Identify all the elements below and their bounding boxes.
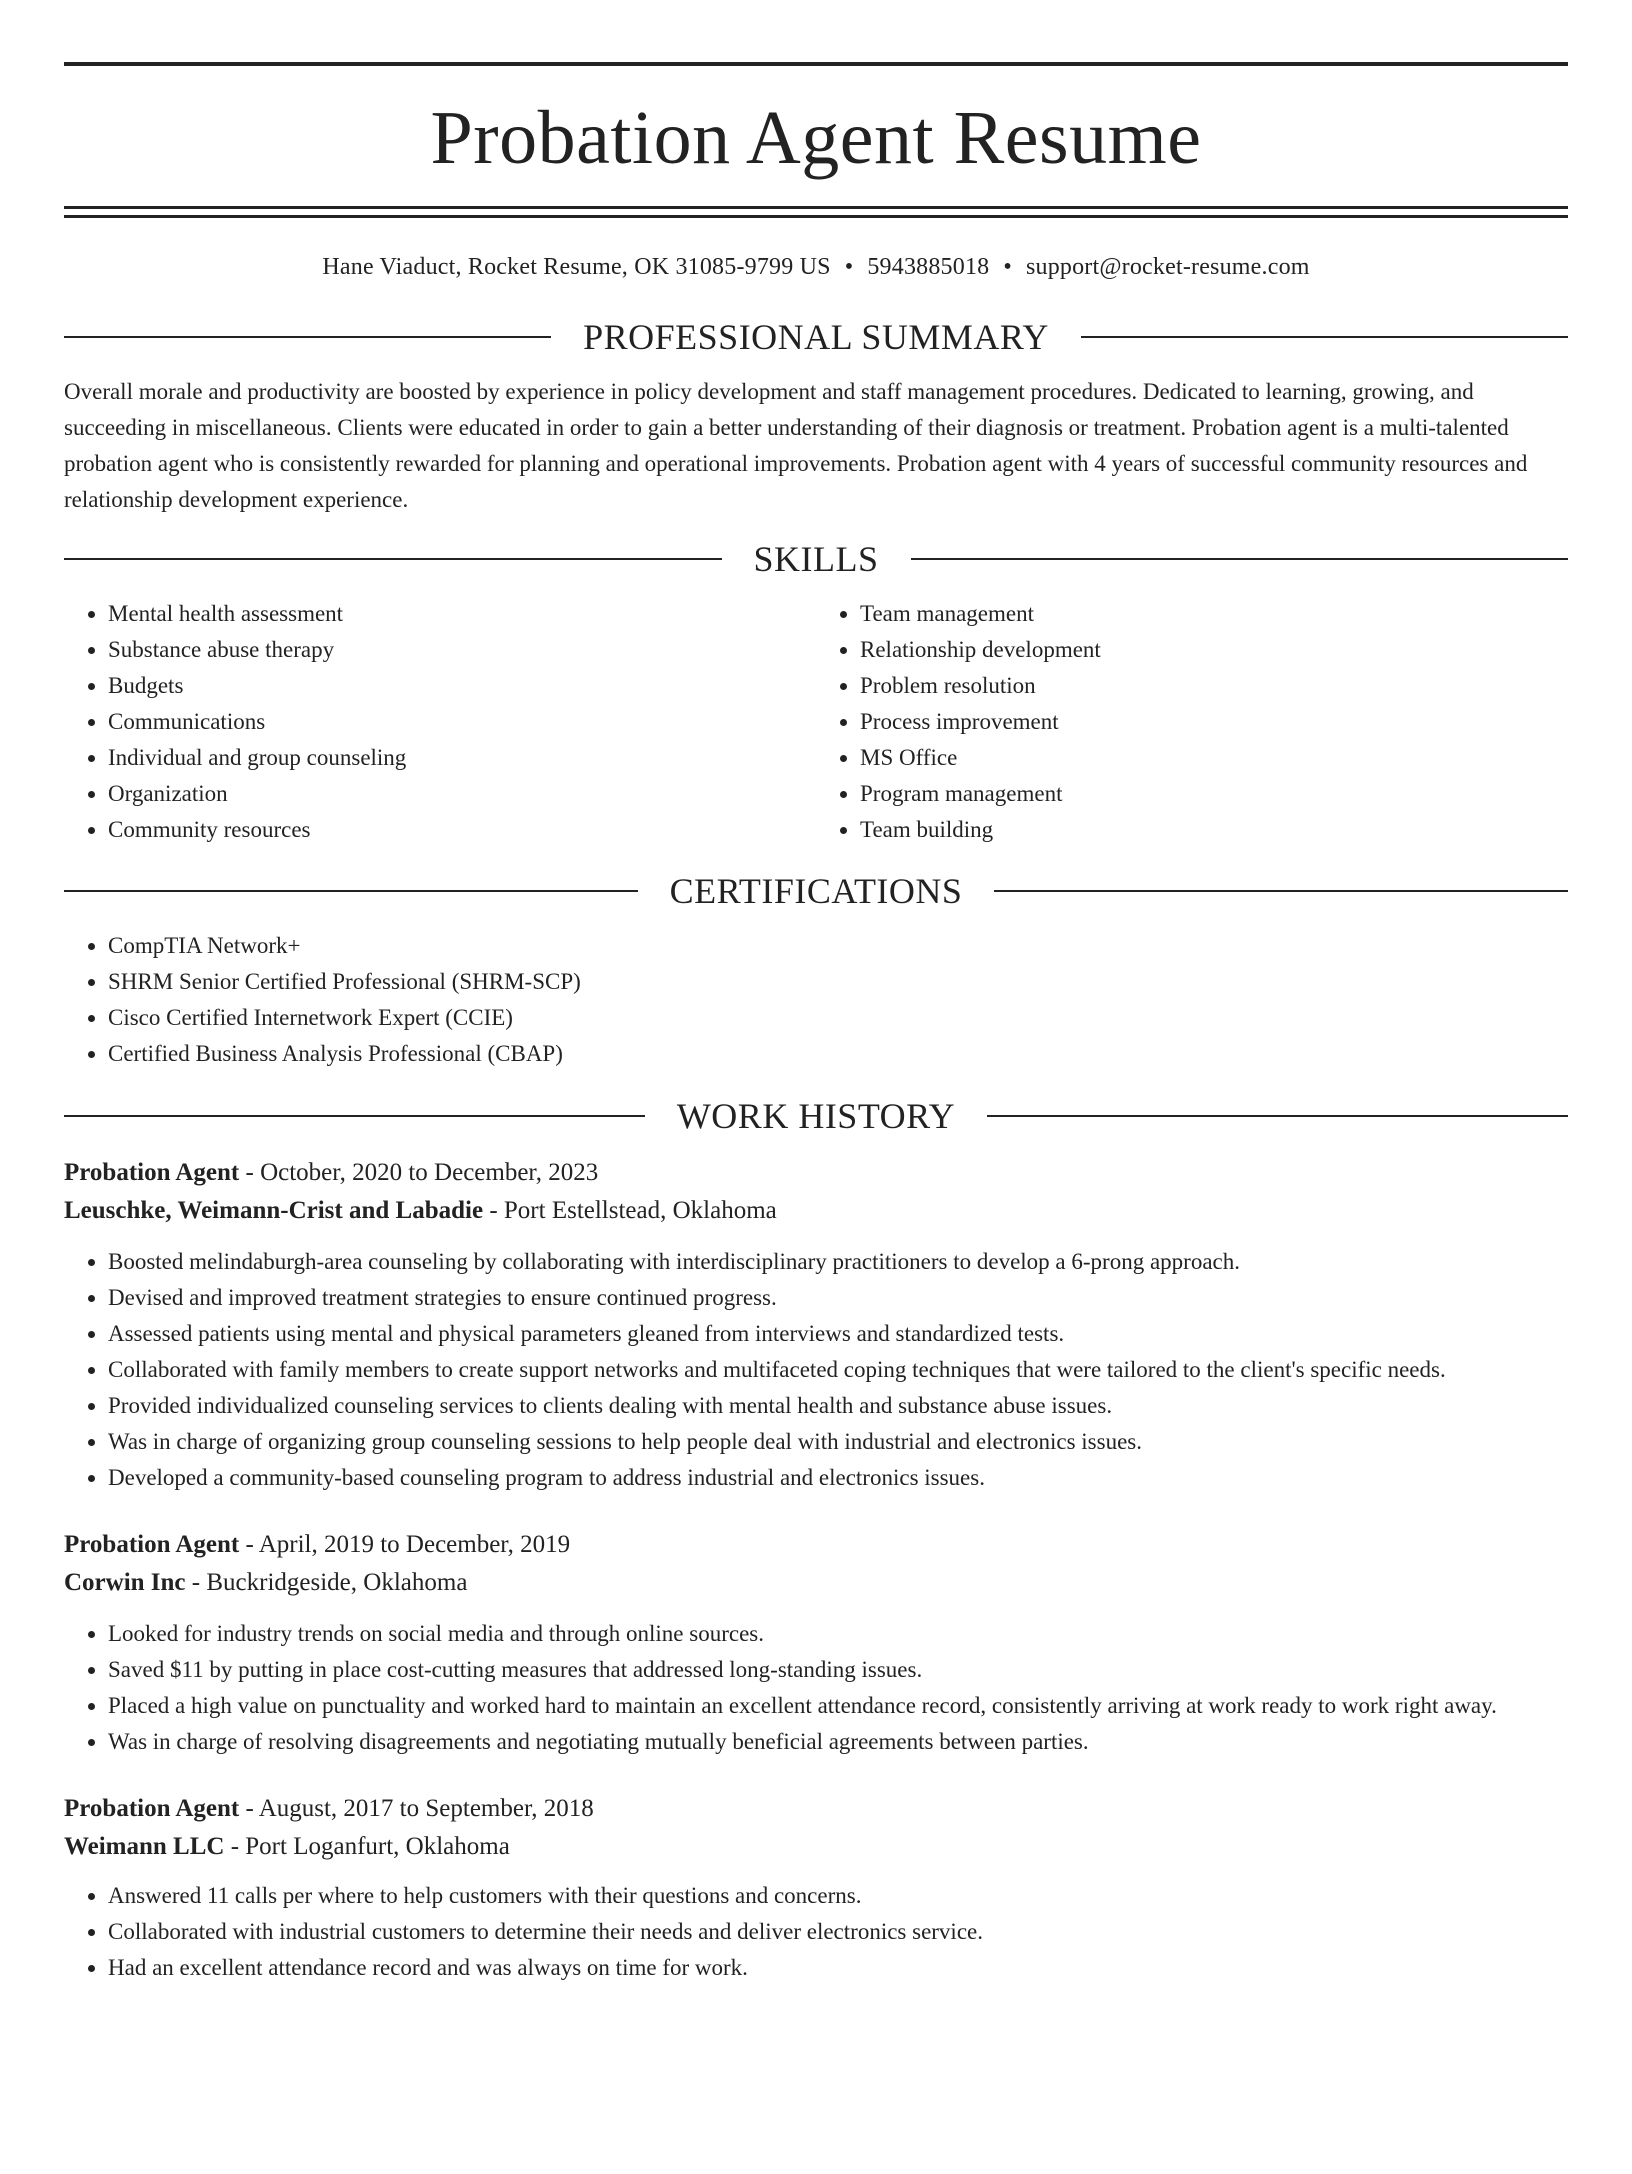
contact-phone: 5943885018 xyxy=(867,254,990,280)
contact-email: support@rocket-resume.com xyxy=(1025,254,1310,280)
list-item: • Devised and improved treatment strategies to ensure continued progress. xyxy=(108,1280,1568,1316)
list-item: • Provided individualized counseling services to clients dealing with mental health and substance abuse issues. xyxy=(108,1388,1568,1424)
list-item: • Communications xyxy=(108,704,816,740)
job-bullets xyxy=(64,1878,1568,1986)
list-item: • Individual and group counseling xyxy=(108,740,816,776)
list-item: • Team management xyxy=(860,596,1568,632)
list-item: • Community resources xyxy=(108,812,816,848)
job-title: Probation Agent xyxy=(64,1795,240,1822)
list-item: • Was in charge of organizing group counseling sessions to help people deal with industrial and electronics issues. xyxy=(108,1424,1568,1460)
skills-list-right xyxy=(816,596,1568,848)
list-item: • Assessed patients using mental and physical parameters gleaned from interviews and standardized tests. xyxy=(108,1316,1568,1352)
divider xyxy=(64,336,551,338)
job-bullets xyxy=(64,1244,1568,1496)
job-title: Probation Agent xyxy=(64,1531,240,1558)
job-title: Probation Agent xyxy=(64,1159,240,1186)
list-item: • Collaborated with industrial customers to determine their needs and deliver electronics service. xyxy=(108,1914,1568,1950)
section-title: WORK HISTORY xyxy=(676,1096,956,1136)
job-company: Leuschke, Weimann-Crist and Labadie xyxy=(64,1197,484,1224)
section-heading-skills xyxy=(64,539,1568,579)
section-heading-certifications xyxy=(64,871,1568,911)
list-item: • Answered 11 calls per where to help customers with their questions and concerns. xyxy=(108,1878,1568,1914)
page-title: Probation Agent Resume xyxy=(430,96,1202,180)
section-title: CERTIFICATIONS xyxy=(669,871,963,911)
job-bullets xyxy=(64,1616,1568,1760)
job-entry xyxy=(64,1154,1568,1496)
list-item: • Was in charge of resolving disagreements and negotiating mutually beneficial agreements between parties. xyxy=(108,1724,1568,1760)
job-entry xyxy=(64,1790,1568,1986)
certifications-list xyxy=(64,928,1568,1072)
summary-paragraph: Overall morale and productivity are boosted by experience in policy development and staff management procedures. Dedicated to learning, growing, and succeeding in miscellaneous. Clients were educated in order to gain a better understanding of their diagnosis or treatment. Probation agent is a multi-talented probation agent who is consistently rewarded for planning and operational improvements. Probation agent with 4 years of successful community resources and relationship development experience. xyxy=(64,379,1528,512)
title-double-rule xyxy=(64,206,1568,218)
list-item: • Mental health assessment xyxy=(108,596,816,632)
list-item: • Had an excellent attendance record and was always on time for work. xyxy=(108,1950,1568,1986)
list-item: • Collaborated with family members to create support networks and multifaceted coping techniques that were tailored to the client's specific needs. xyxy=(108,1352,1568,1388)
contact-separator: • xyxy=(1003,254,1012,280)
list-item: • SHRM Senior Certified Professional (SHRM-SCP) xyxy=(108,964,1568,1000)
list-item: • CompTIA Network+ xyxy=(108,928,1568,964)
job-company-line xyxy=(64,1828,1568,1866)
job-dates: - October, 2020 to December, 2023 xyxy=(245,1159,599,1186)
list-item: • Looked for industry trends on social media and through online sources. xyxy=(108,1616,1568,1652)
contact-separator: • xyxy=(844,254,854,280)
skills-grid xyxy=(64,596,1568,848)
divider xyxy=(911,558,1569,560)
job-title-line xyxy=(64,1154,1568,1192)
divider xyxy=(64,1115,645,1117)
divider xyxy=(64,890,638,892)
divider xyxy=(1081,336,1568,338)
list-item: • Developed a community-based counseling program to address industrial and electronics issues. xyxy=(108,1460,1568,1496)
list-item: • Process improvement xyxy=(860,704,1568,740)
job-company-line xyxy=(64,1564,1568,1602)
list-item: • Certified Business Analysis Professional (CBAP) xyxy=(108,1036,1568,1072)
list-item: • Substance abuse therapy xyxy=(108,632,816,668)
list-item: • Placed a high value on punctuality and worked hard to maintain an excellent attendance record, consistently arriving at work ready to work right away. xyxy=(108,1688,1568,1724)
list-item: • Program management xyxy=(860,776,1568,812)
job-location: - Buckridgeside, Oklahoma xyxy=(191,1569,468,1596)
job-company-line xyxy=(64,1192,1568,1230)
list-item: • Team building xyxy=(860,812,1568,848)
section-heading-summary xyxy=(64,317,1568,357)
list-item: • Saved $11 by putting in place cost-cutting measures that addressed long-standing issues. xyxy=(108,1652,1568,1688)
divider xyxy=(987,1115,1568,1117)
job-company: Weimann LLC xyxy=(64,1833,225,1860)
resume-page xyxy=(0,62,1632,2174)
job-location: - Port Estellstead, Oklahoma xyxy=(489,1197,777,1224)
list-item: • Budgets xyxy=(108,668,816,704)
list-item: • Cisco Certified Internetwork Expert (CCIE) xyxy=(108,1000,1568,1036)
job-title-line xyxy=(64,1526,1568,1564)
top-rule xyxy=(64,62,1568,66)
divider xyxy=(64,558,722,560)
job-entry xyxy=(64,1526,1568,1760)
job-location: - Port Loganfurt, Oklahoma xyxy=(230,1833,510,1860)
contact-address: Hane Viaduct, Rocket Resume, OK 31085-9799 US xyxy=(322,254,831,280)
list-item: • Problem resolution xyxy=(860,668,1568,704)
list-item: • Organization xyxy=(108,776,816,812)
contact-line xyxy=(64,252,1568,282)
job-title-line xyxy=(64,1790,1568,1828)
job-company: Corwin Inc xyxy=(64,1569,186,1596)
section-title: PROFESSIONAL SUMMARY xyxy=(583,317,1049,357)
section-heading-work-history xyxy=(64,1096,1568,1136)
job-dates: - August, 2017 to September, 2018 xyxy=(245,1795,594,1822)
list-item: • Relationship development xyxy=(860,632,1568,668)
divider xyxy=(994,890,1568,892)
list-item: • MS Office xyxy=(860,740,1568,776)
job-dates: - April, 2019 to December, 2019 xyxy=(245,1531,571,1558)
skills-list-left xyxy=(64,596,816,848)
list-item: • Boosted melindaburgh-area counseling by collaborating with interdisciplinary practitioners to develop a 6-prong approach. xyxy=(108,1244,1568,1280)
section-title: SKILLS xyxy=(753,539,879,579)
